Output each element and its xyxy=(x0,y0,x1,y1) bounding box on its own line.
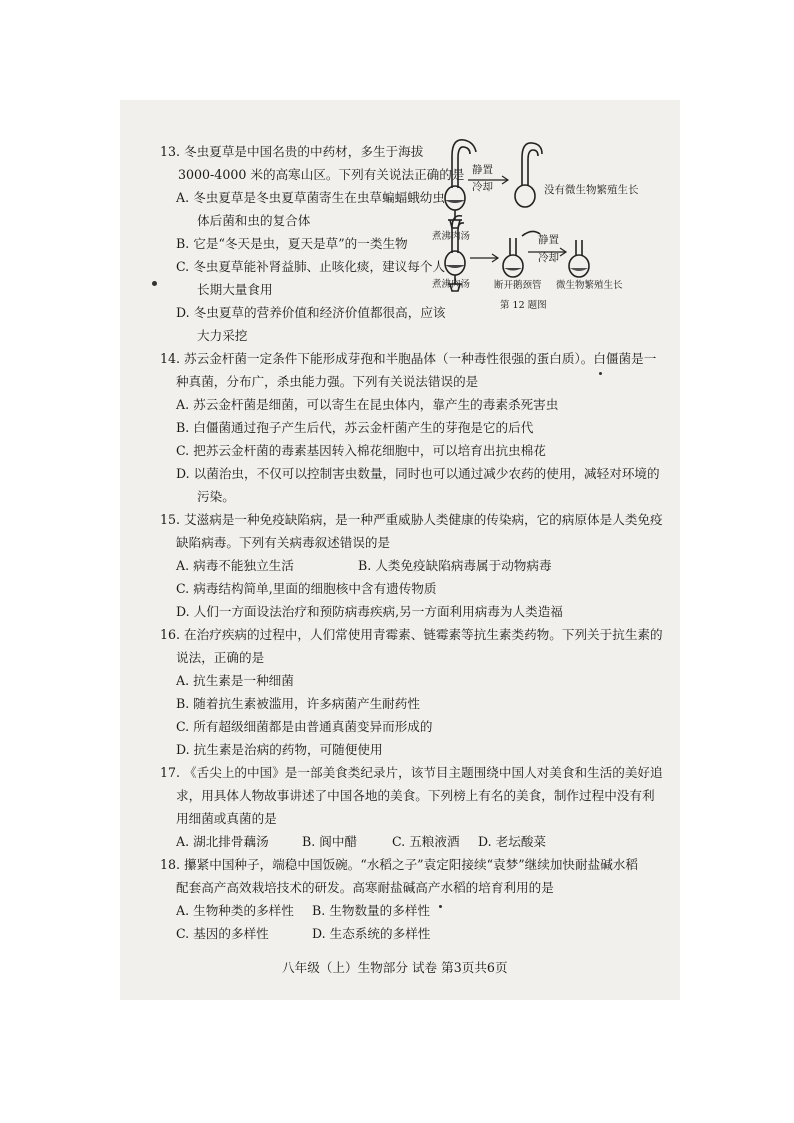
figure-label-stand-2: 静置 xyxy=(538,234,559,246)
figure-label-cool-2: 冷却 xyxy=(538,252,559,264)
figure-broken-neck: 断开鹅颈管 xyxy=(494,280,542,291)
q17-options-option-0: A. 湖北排骨藕汤 xyxy=(176,834,269,849)
q14-d-2: 污染。 xyxy=(197,489,235,504)
q14-a: A. 苏云金杆菌是细菌，可以寄生在昆虫体内，靠产生的毒素杀死害虫 xyxy=(176,397,559,412)
q17-options-option-1: B. 阆中醋 xyxy=(302,834,358,849)
q13-b: B. 它是“冬天是虫，夏天是草”的一类生物 xyxy=(176,236,408,251)
q16-line-2: 说法，正确的是 xyxy=(176,650,265,665)
q14-line-1: 14. 苏云金杆菌一定条件下能形成芽孢和半胞晶体（一种毒性很强的蛋白质）。白僵菌是一 xyxy=(160,351,657,366)
q13-c-1: C. 冬虫夏草能补肾益肺、止咳化痰，建议每个人 xyxy=(176,259,446,274)
question-12-figure xyxy=(430,128,740,318)
q13-d-1: D. 冬虫夏草的营养价值和经济价值都很高，应该 xyxy=(176,305,446,320)
q17-options-option-2: C. 五粮液酒 xyxy=(392,834,460,849)
q15-line-1: 15. 艾滋病是一种免疫缺陷病，是一种严重威胁人类健康的传染病，它的病原体是人类免疫 xyxy=(160,512,663,527)
figure-label-stand: 静置 xyxy=(472,164,493,176)
q18-line-1: 18. 攥紧中国种子，端稳中国饭碗。“水稻之子”袁定阳接续“袁梦”继续加快耐盐碱水稻 xyxy=(160,857,638,872)
figure-caption: 第 12 题图 xyxy=(500,300,547,311)
q18-line-2: 配套高产高效栽培技术的研发。高寒耐盐碱高产水稻的培育利用的是 xyxy=(176,880,554,895)
q15-ab-option-0: A. 病毒不能独立生活 xyxy=(176,558,294,573)
page-footer: 八年级（上）生物部分 试卷 第3页共6页 xyxy=(282,960,508,975)
scan-speck-small xyxy=(439,905,442,908)
q17-line-1: 17. 《舌尖上的中国》是一部美食类纪录片，该节目主题围绕中国人对美食和生活的美好追 xyxy=(160,765,663,780)
figure-top-result: 没有微生物繁殖生长 xyxy=(544,184,639,196)
figure-top-broth: 煮沸肉汤 xyxy=(432,231,471,242)
q17-options-option-3: D. 老坛酸菜 xyxy=(478,834,547,849)
q18-ab-option-0: A. 生物种类的多样性 xyxy=(176,903,294,918)
q16-d: D. 抗生素是治病的药物，可随便使用 xyxy=(176,742,383,757)
figure-bottom-broth: 煮沸肉汤 xyxy=(432,279,471,290)
q16-line-1: 16. 在治疗疾病的过程中，人们常使用青霉素、链霉素等抗生素类药物。下列关于抗生素的 xyxy=(160,627,663,642)
q15-ab-option-1: B. 人类免疫缺陷病毒属于动物病毒 xyxy=(358,558,552,573)
q16-a: A. 抗生素是一种细菌 xyxy=(176,673,294,688)
q14-line-2: 种真菌，分布广，杀虫能力强。下列有关说法错误的是 xyxy=(176,374,479,389)
q13-line-1: 13. 冬虫夏草是中国名贵的中药材，多生于海拔 xyxy=(160,144,424,159)
scan-speck xyxy=(152,281,157,286)
q13-a-1: A. 冬虫夏草是冬虫夏草菌寄生在虫草蝙蝠蛾幼虫 xyxy=(176,190,445,205)
q13-a-2: 体后菌和虫的复合体 xyxy=(197,213,311,228)
q15-d: D. 人们一方面设法治疗和预防病毒疾病,另一方面利用病毒为人类造福 xyxy=(176,604,563,619)
q14-c: C. 把苏云金杆菌的毒素基因转入棉花细胞中，可以培育出抗虫棉花 xyxy=(176,443,546,458)
q13-d-2: 大力采挖 xyxy=(197,328,248,343)
q18-cd-option-1: D. 生态系统的多样性 xyxy=(312,926,431,941)
q13-line-2: 3000-4000 米的高寒山区。下列有关说法正确的是 xyxy=(178,167,465,182)
q16-b: B. 随着抗生素被滥用，许多病菌产生耐药性 xyxy=(176,696,420,711)
figure-label-cool: 冷却 xyxy=(472,181,493,193)
q17-line-2: 求，用具体人物故事讲述了中国各地的美食。下列榜上有名的美食，制作过程中没有利 xyxy=(176,788,655,803)
figure-bottom-result: 微生物繁殖生长 xyxy=(556,280,623,291)
q14-b: B. 白僵菌通过孢子产生后代，苏云金杆菌产生的芽孢是它的后代 xyxy=(176,420,534,435)
q14-d-1: D. 以菌治虫，不仅可以控制害虫数量，同时也可以通过减少农药的使用，减轻对环境的 xyxy=(176,466,660,481)
q13-c-2: 长期大量食用 xyxy=(197,282,273,297)
q16-c: C. 所有超级细菌都是由普通真菌变异而形成的 xyxy=(176,719,433,734)
q15-c: C. 病毒结构简单,里面的细胞核中含有遗传物质 xyxy=(176,581,437,596)
scan-speck-small xyxy=(599,372,602,375)
q18-ab-option-1: B. 生物数量的多样性 xyxy=(312,903,431,918)
q17-line-3: 用细菌或真菌的是 xyxy=(176,811,277,826)
q15-line-2: 缺陷病毒。下列有关病毒叙述错误的是 xyxy=(176,535,391,550)
q18-cd-option-0: C. 基因的多样性 xyxy=(176,926,269,941)
